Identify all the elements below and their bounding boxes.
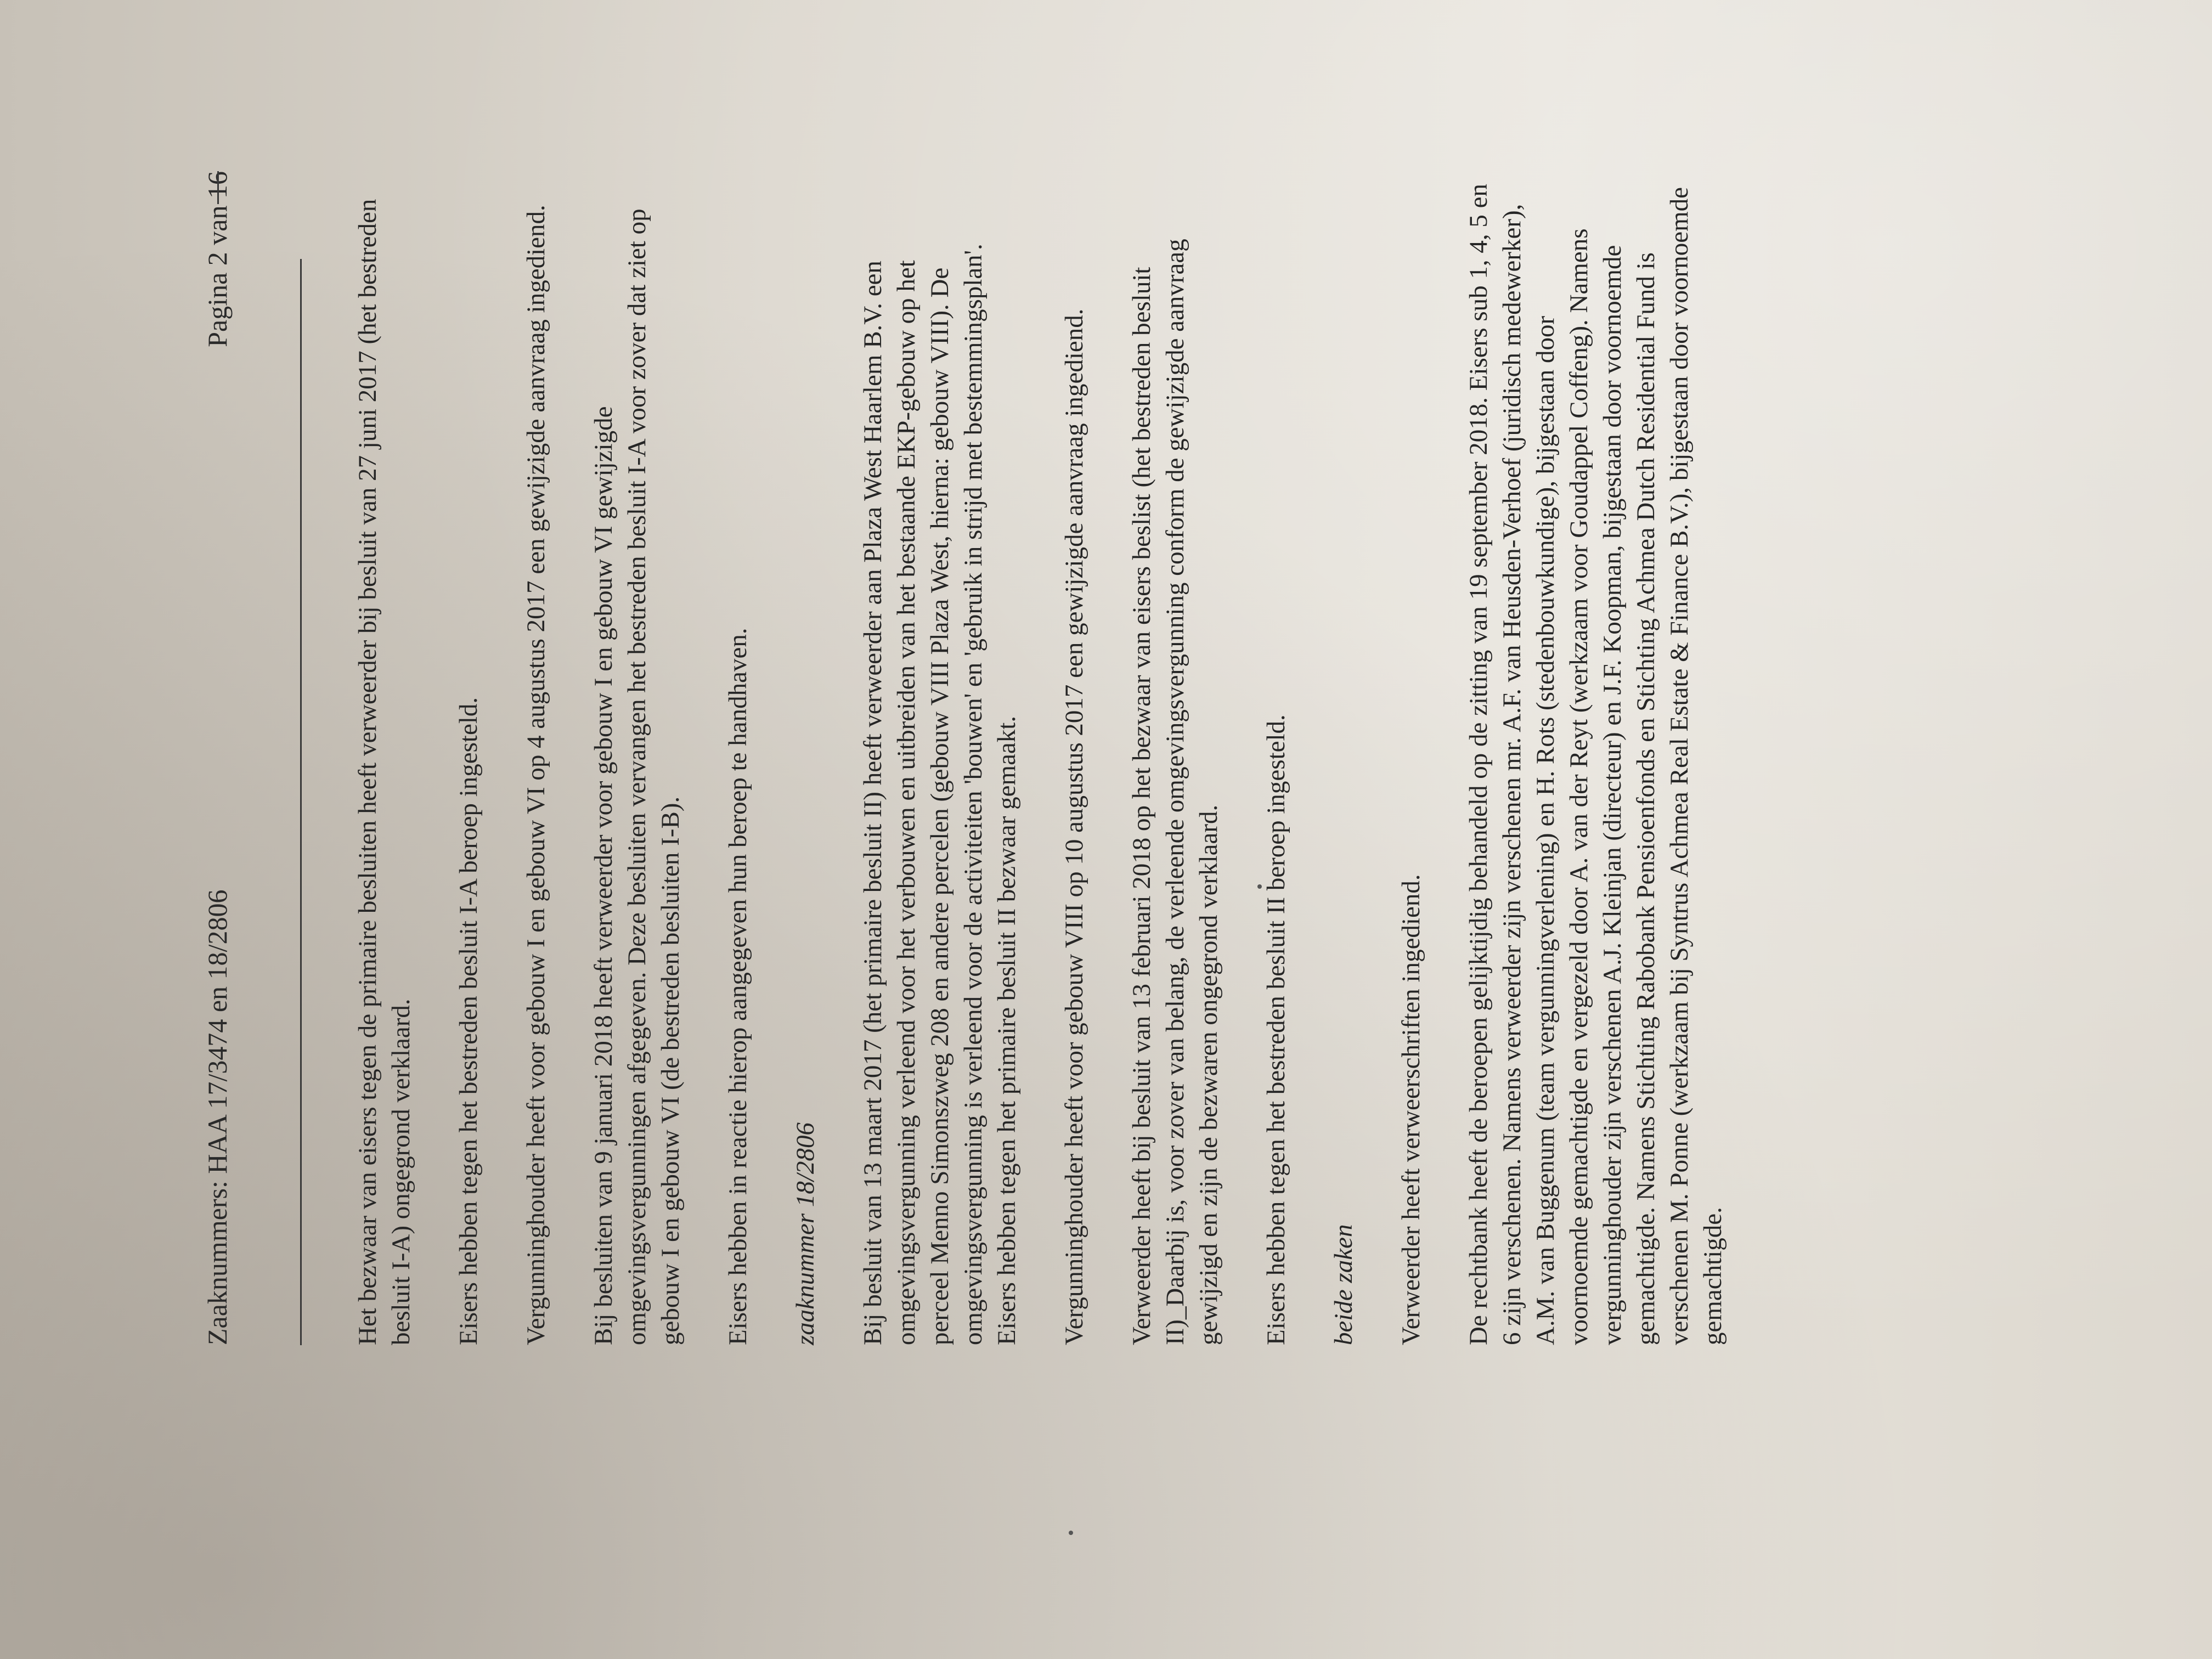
- page-number-rule: [217, 171, 219, 204]
- paragraph-11: De rechtbank heeft de beroepen gelijktijdig behandeld op de zitting van 19 september 2018. Eisers sub 1, 4, 5 en 6 zijn verschenen. Namens verweerder zijn verschenen mr. A.F. van Heusden-Verhoef (juridisch medewerker), A.M. van Buggenum (team vergunningverlening) en H. Rots (stedenbouwkundige), bijgestaan door voornoemde gemachtigde en vergezeld door A. van der Reyt (werkzaam voor Goudappel Coffeng). Namens vergunninghouder zijn verschenen A.J. Kleinjan (directeur) en J.F. Koopman, bijgestaan door voornoemde gemachtigde. Namens Stichting Rabobank Pensioenfonds en Stichting Achmea Dutch Residential Fund is verschenen M. Ponne (werkzaam bij Syntrus Achmea Real Estate & Finance B.V.), bijgestaan door voornoemde gemachtigde.: [1464, 184, 1727, 1345]
- paper-speck: [1069, 1531, 1073, 1535]
- page-header: [201, 171, 234, 1345]
- section-heading-beide-zaken: beide zaken: [1329, 1224, 1358, 1345]
- document-page: [36, 89, 2176, 1570]
- paragraph-6: Bij besluit van 13 maart 2017 (het primaire besluit II) heeft verweerder aan Plaza West Haarlem B.V. een omgevingsvergunning verleend voor het verbouwen en uitbreiden van het bestaande EKP-gebouw op het perceel Menno Simonszweg 208 en andere percelen (gebouw VIII Plaza West, hierna: gebouw VIII). De omgevingsvergunning is verleend voor de activiteiten 'bouwen' en 'gebruik in strijd met bestemmingsplan'. Eisers hebben tegen het primaire besluit II bezwaar gemaakt.: [859, 244, 1021, 1345]
- paragraph-10: Verweerder heeft verweerschriften ingediend.: [1397, 874, 1425, 1345]
- paragraph-9: Eisers hebben tegen het bestreden besluit II beroep ingesteld.: [1262, 714, 1290, 1345]
- paragraph-1: Het bezwaar van eisers tegen de primaire besluiten heeft verweerder bij besluit van 27 juni 2017 (het bestreden besluit I-A) ongegrond verklaard.: [353, 199, 415, 1345]
- paragraph-7: Vergunninghouder heeft voor gebouw VIII op 10 augustus 2017 een gewijzigde aanvraag ingediend.: [1060, 308, 1088, 1345]
- case-numbers: Zaaknummers: HAA 17/3474 en 18/2806: [202, 889, 233, 1345]
- header-rule: [300, 259, 302, 1345]
- paragraph-8: Verweerder heeft bij besluit van 13 februari 2018 op het bezwaar van eisers beslist (het bestreden besluit II)_Daarbij is, voor zover van belang, de verleende omgevingsvergunning conform de gewijzigde aanvraag gewijzigd en zijn de bezwaren ongegrond verklaard.: [1127, 239, 1223, 1345]
- paragraph-2: Eisers hebben tegen het bestreden besluit I-A beroep ingesteld.: [454, 697, 483, 1345]
- paragraph-5: Eisers hebben in reactie hierop aangegeven hun beroep te handhaven.: [724, 628, 752, 1345]
- section-heading-zaaknummer: zaaknummer 18/2806: [791, 1122, 820, 1345]
- page-number: Pagina 2 van 16: [202, 171, 233, 347]
- paragraph-3: Vergunninghouder heeft voor gebouw I en gebouw VI op 4 augustus 2017 een gewijzigde aanvraag ingediend.: [522, 205, 550, 1345]
- paragraph-4: Bij besluiten van 9 januari 2018 heeft verweerder voor gebouw I en gebouw VI gewijzigde omgevingsvergunningen afgegeven. Deze besluiten vervangen het bestreden besluit I-A voor zover dat ziet op gebouw I en gebouw VI (de bestreden besluiten I-B).: [589, 208, 685, 1345]
- paper-speck: [1257, 884, 1262, 889]
